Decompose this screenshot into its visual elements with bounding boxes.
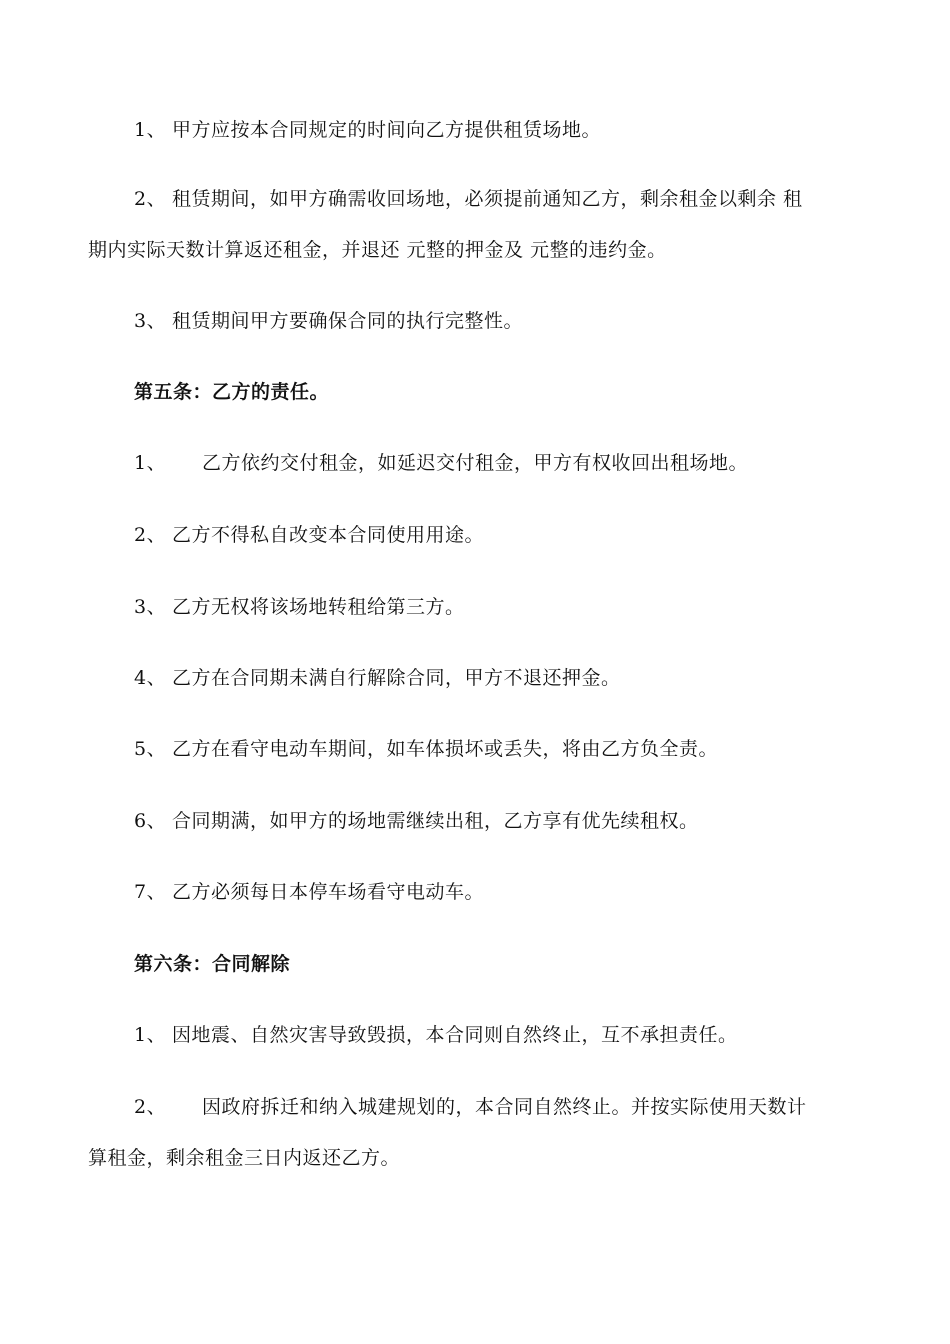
clause-4-1 [134, 118, 601, 142]
item-text: 租赁期间甲方要确保合同的执行完整性。 [172, 310, 524, 332]
item-number: 1、 [134, 452, 167, 474]
item-number: 5、 [134, 738, 167, 760]
section-5-heading: 第五条：乙方的责任。 [134, 381, 330, 403]
clause-4-2 [134, 187, 803, 211]
clause-5-7 [134, 880, 484, 904]
item-number: 1、 [134, 119, 167, 141]
item-number: 3、 [134, 596, 167, 618]
item-number: 7、 [134, 881, 167, 903]
item-text-continued: 期内实际天数计算返还租金，并退还 元整的押金及 元整的违约金。 [88, 239, 667, 261]
item-text: 甲方应按本合同规定的时间向乙方提供租赁场地。 [172, 119, 602, 141]
clause-5-5 [134, 737, 718, 761]
item-text: 乙方依约交付租金，如延迟交付租金，甲方有权收回出租场地。 [202, 452, 749, 474]
clause-5-1 [134, 451, 748, 475]
clause-5-4 [134, 666, 621, 690]
item-number: 2、 [134, 1096, 167, 1118]
item-number: 2、 [134, 188, 167, 210]
clause-5-3 [134, 595, 465, 619]
clause-6-2 [134, 1095, 807, 1119]
item-text: 乙方在合同期未满自行解除合同，甲方不退还押金。 [172, 667, 621, 689]
item-number: 3、 [134, 310, 167, 332]
item-number: 1、 [134, 1024, 167, 1046]
item-text: 合同期满，如甲方的场地需继续出租，乙方享有优先续租权。 [172, 810, 699, 832]
clause-5-6 [134, 809, 699, 833]
clause-4-3 [134, 309, 523, 333]
item-number: 4、 [134, 667, 167, 689]
item-text-continued: 算租金，剩余租金三日内返还乙方。 [88, 1147, 401, 1169]
item-text: 因政府拆迁和纳入城建规划的，本合同自然终止。并按实际使用天数计 [202, 1096, 807, 1118]
item-text: 租赁期间，如甲方确需收回场地，必须提前通知乙方，剩余租金以剩余 租 [172, 188, 803, 210]
item-number: 6、 [134, 810, 167, 832]
item-number: 2、 [134, 524, 167, 546]
section-6-heading: 第六条：合同解除 [134, 953, 291, 975]
item-text: 因地震、自然灾害导致毁损，本合同则自然终止，互不承担责任。 [172, 1024, 738, 1046]
item-text: 乙方在看守电动车期间，如车体损坏或丢失，将由乙方负全责。 [172, 738, 719, 760]
item-text: 乙方无权将该场地转租给第三方。 [172, 596, 465, 618]
clause-6-1 [134, 1023, 738, 1047]
item-text: 乙方必须每日本停车场看守电动车。 [172, 881, 485, 903]
clause-5-2 [134, 523, 484, 547]
clause-4-2-continued [88, 238, 667, 262]
item-text: 乙方不得私自改变本合同使用用途。 [172, 524, 485, 546]
clause-6-2-continued [88, 1146, 400, 1170]
